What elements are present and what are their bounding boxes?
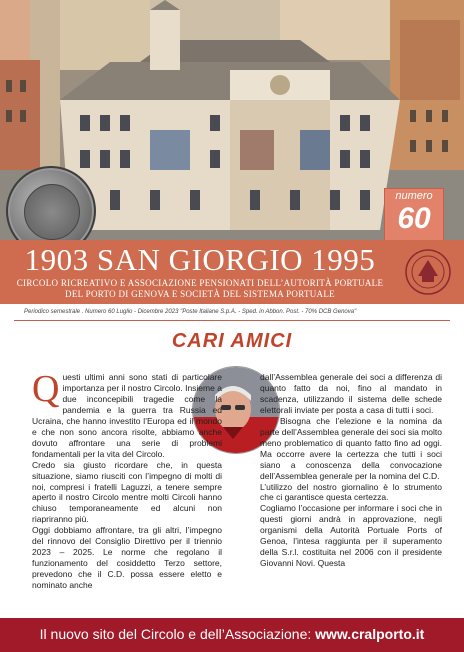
article-column-left [32, 368, 222, 591]
issue-label: numero [395, 190, 433, 202]
circle-emblem-icon [402, 246, 454, 298]
issue-number: 60 [397, 202, 431, 235]
paragraph: dall’Assemblea generale dei soci a differenza di quanto fatto da noi, fino al mandato in scadenza, utilizzando il sistema delle schede elettorali inviate per posta a casa di tutti i soci. [260, 372, 442, 415]
publication-info: Periodico semestrale . Numero 60 Luglio - Dicembre 2023 "Poste Italiane S.p.A. - Sped. in Abbon. Post. - 70% DCB Genova" [24, 309, 357, 315]
masthead-subtitle-1: CIRCOLO RICREATIVO E ASSOCIAZIONE PENSIONATI DELL’AUTORITÀ PORTUALE [16, 278, 384, 288]
website-link[interactable]: www.cralporto.it [315, 626, 425, 642]
masthead-title: 1903 SAN GIORGIO 1995 [24, 242, 376, 277]
dropcap: Q [32, 368, 60, 410]
footer-banner [0, 618, 464, 652]
masthead-subtitle-2: DEL PORTO DI GENOVA E SOCIETÀ DEL SISTEMA PORTUALE [65, 289, 335, 299]
paragraph: L’utilizzo del nostro giornalino è lo strumento che ci garantisce questa certezza. [260, 481, 442, 503]
paragraph: uesti ultimi anni sono stati di particolare importanza per il nostro Circolo. Insieme a due inconcepibili tragedie come la pandemia e la guerra tra Russia ed Ucraina, che hanno investito l’Europa ed il mondo e che non sono ancora risolte, abbiamo anche dovuto affrontare una serie di problemi fondamentali per la vita del Circolo. [32, 372, 222, 459]
footer-text: Il nuovo sito del Circolo e dell’Associazione: [39, 626, 316, 642]
paragraph: Oggi dobbiamo affrontare, tra gli altri, l’impegno del rinnovo del Consiglio Direttivo per il triennio 2023 – 2025. Le norme che regolano il funzionamento del cosiddetto Terzo settore, prevedono che il C.D. possa essere eletto e nominato anche [32, 525, 222, 591]
paragraph: Bisogna che l’elezione e la nomina da parte dell’Assemblea generale dei soci sia molto meno problematico di quanto fatto fino ad oggi. Ma occorre avere la certezza che tutti i soci siano a conoscenza della convocazione dell’Assemblea generale per la nomina del C.D. [260, 415, 442, 481]
article-column-right [260, 372, 442, 569]
paragraph: Credo sia giusto ricordare che, in questa situazione, siamo riusciti con l’impegno di molti di noi, compresi i fratelli Laguzzi, a tenere sempre aperto il nostro Circolo mentre molti Circoli hanno chiuso temporaneamente ed alcuni non riapriranno più. [32, 459, 222, 525]
issue-badge [384, 188, 444, 242]
paragraph: Cogliamo l’occasione per informare i soci che in questi giorni andrà in approvazione, negli organismi della Autorità Portuale Ports of Genoa, l’intesa raggiunta per il superamento della S.r.l. costituita nel 2006 con il presidente Giovanni Novi. Questa [260, 503, 442, 569]
article-heading: CARI AMICI [171, 330, 293, 352]
divider-top [14, 320, 450, 321]
masthead-band [0, 240, 464, 304]
